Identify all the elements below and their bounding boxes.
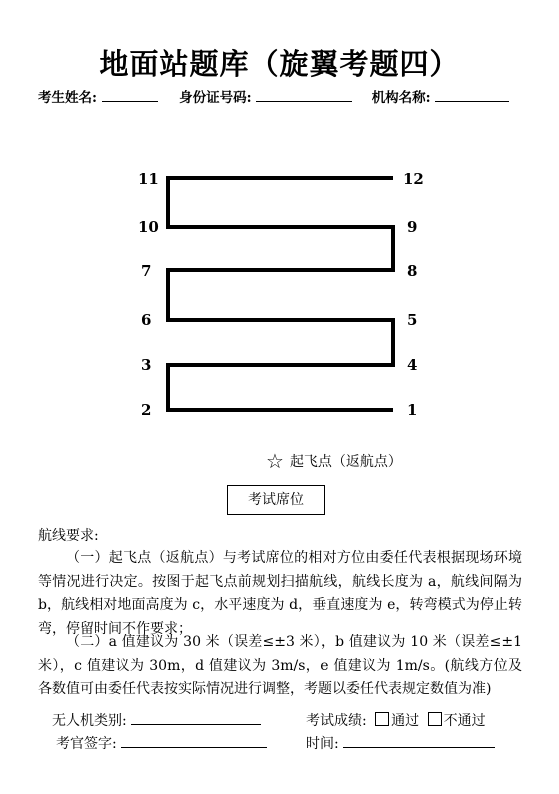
- time-label: 时间:: [306, 736, 339, 752]
- fail-checkbox[interactable]: [428, 712, 442, 726]
- flight-route-path: [168, 178, 393, 410]
- name-label: 考生姓名:: [38, 90, 97, 106]
- point-label-11: 11: [138, 170, 159, 188]
- point-label-3: 3: [141, 356, 152, 374]
- point-label-5: 5: [407, 311, 418, 329]
- fail-label: 不通过: [443, 713, 486, 729]
- point-label-4: 4: [407, 356, 418, 374]
- star-icon: ☆: [266, 449, 284, 473]
- requirements-para-2: （二）a 值建议为 30 米（误差≤±3 米），b 值建议为 10 米（误差≤±1 米），c 值建议为 30m，d 值建议为 3m/s，e 值建议为 1m/s。(航线方位及各数值可由委任代表按实际情况进行调整，考题以委任代表规定数值为准): [38, 634, 522, 697]
- point-label-10: 10: [138, 218, 159, 236]
- requirements-title: 航线要求:: [38, 528, 99, 544]
- candidate-info-row: [38, 86, 528, 106]
- time-field[interactable]: [343, 733, 495, 748]
- name-field[interactable]: [102, 88, 158, 102]
- uav-type-label: 无人机类别:: [52, 713, 127, 729]
- point-label-12: 12: [403, 170, 424, 188]
- id-label: 身份证号码:: [179, 90, 252, 106]
- page-title: 地面站题库（旋翼考题四）: [99, 47, 460, 81]
- time-row: [306, 733, 495, 753]
- examiner-row: [56, 733, 267, 753]
- exam-seat-box: 考试席位: [227, 485, 325, 515]
- point-label-6: 6: [141, 311, 152, 329]
- pass-label: 通过: [391, 713, 420, 729]
- point-label-7: 7: [141, 262, 152, 280]
- takeoff-point: [266, 449, 402, 473]
- result-row: [306, 710, 486, 730]
- org-label: 机构名称:: [371, 90, 431, 106]
- pass-checkbox[interactable]: [375, 712, 389, 726]
- point-label-2: 2: [141, 401, 152, 419]
- point-label-1: 1: [407, 401, 418, 419]
- point-label-9: 9: [407, 218, 418, 236]
- point-label-8: 8: [407, 262, 418, 280]
- org-field[interactable]: [435, 88, 509, 102]
- examiner-label: 考官签字:: [56, 736, 117, 752]
- requirements-para-1: （一）起飞点（返航点）与考试席位的相对方位由委任代表根据现场环境等情况进行决定。按图于起飞点前规划扫描航线，航线长度为 a，航线间隔为 b，航线相对地面高度为 c，水平速度为 d，垂直速度为 e，转弯模式为停止转弯，停留时间不作要求；: [38, 550, 522, 637]
- result-label: 考试成绩:: [306, 713, 367, 729]
- id-field[interactable]: [256, 88, 352, 102]
- uav-type-row: [52, 710, 261, 730]
- examiner-signature-field[interactable]: [121, 733, 267, 748]
- flight-route-diagram: [0, 150, 559, 425]
- uav-type-field[interactable]: [131, 710, 261, 725]
- takeoff-label: 起飞点（返航点）: [289, 454, 402, 470]
